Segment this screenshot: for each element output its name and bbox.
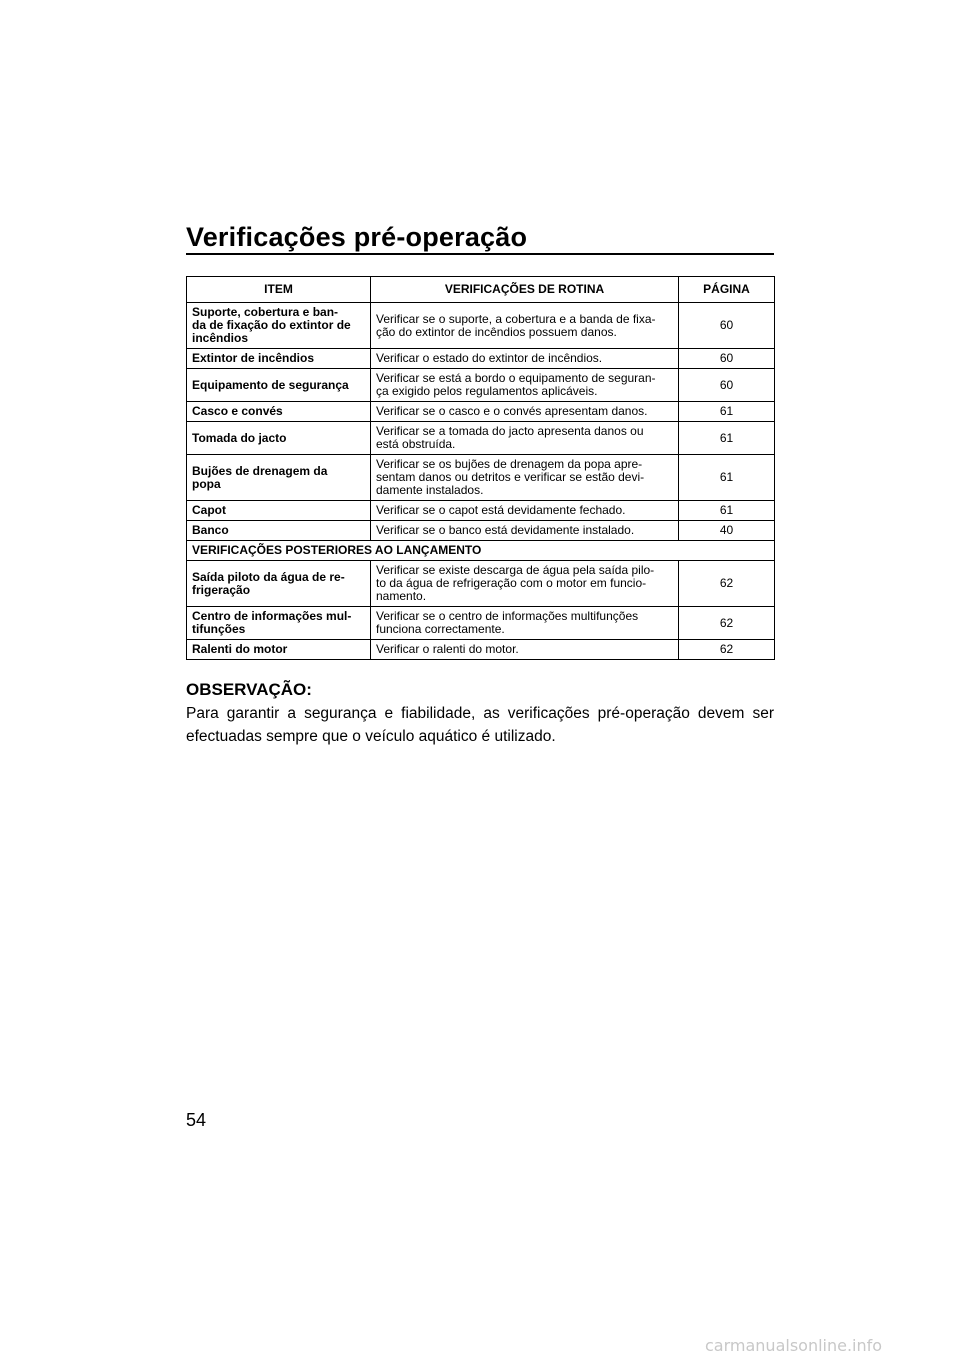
row-item: Suporte, cobertura e ban- da de fixação do extintor de incêndios [187,303,371,349]
row-item: Ralenti do motor [187,640,371,660]
row-page: 60 [679,349,775,369]
row-page: 62 [679,640,775,660]
note-title: OBSERVAÇÃO: [186,680,312,699]
row-page: 60 [679,303,775,349]
row-routine-check: Verificar se o centro de informações multifunções funciona correctamente. [371,607,679,640]
row-page: 60 [679,369,775,402]
table-row [187,422,775,455]
row-item: Bujões de drenagem da popa [187,455,371,501]
section-label: VERIFICAÇÕES POSTERIORES AO LANÇAMENTO [187,541,775,561]
header-routine-checks: VERIFICAÇÕES DE ROTINA [371,277,679,303]
row-page: 62 [679,561,775,607]
table-row [187,607,775,640]
row-page: 61 [679,422,775,455]
table-row [187,455,775,501]
row-page: 62 [679,607,775,640]
watermark: carmanualsonline.info [705,1336,883,1355]
header-page: PÁGINA [679,277,775,303]
row-routine-check: Verificar se o casco e o convés apresentam danos. [371,402,679,422]
table-row [187,501,775,521]
row-item: Centro de informações mul- tifunções [187,607,371,640]
table-row [187,369,775,402]
row-routine-check: Verificar se a tomada do jacto apresenta danos ou está obstruída. [371,422,679,455]
row-routine-check: Verificar se está a bordo o equipamento de seguran- ça exigido pelos regulamentos aplicáveis. [371,369,679,402]
table-row [187,561,775,607]
page-title: Verificações pré-operação [186,222,528,252]
row-routine-check: Verificar se existe descarga de água pela saída pilo- to da água de refrigeração com o motor em funcio- namento. [371,561,679,607]
row-routine-check: Verificar se o banco está devidamente instalado. [371,521,679,541]
table-row [187,402,775,422]
section-row [187,541,775,561]
header-item: ITEM [187,277,371,303]
row-item: Tomada do jacto [187,422,371,455]
page-number: 54 [186,1110,207,1130]
row-item: Saída piloto da água de re- frigeração [187,561,371,607]
row-page: 61 [679,501,775,521]
row-item: Casco e convés [187,402,371,422]
row-item: Capot [187,501,371,521]
row-routine-check: Verificar o ralenti do motor. [371,640,679,660]
row-page: 61 [679,402,775,422]
table-row [187,640,775,660]
row-routine-check: Verificar se o suporte, a cobertura e a banda de fixa- ção do extintor de incêndios possuem danos. [371,303,679,349]
row-routine-check: Verificar se o capot está devidamente fechado. [371,501,679,521]
row-page: 40 [679,521,775,541]
row-item: Banco [187,521,371,541]
table-row [187,349,775,369]
row-page: 61 [679,455,775,501]
table-row [187,303,775,349]
table-row [187,521,775,541]
note-text: Para garantir a segurança e fiabilidade, as verificações pré-operação devem ser efectuadas sempre que o veículo aquático é utilizado. [186,705,774,745]
title-divider [186,253,774,255]
pre-operation-checklist-table [186,276,775,660]
table-header-row [187,277,775,303]
row-routine-check: Verificar se os bujões de drenagem da popa apre- sentam danos ou detritos e verificar se estão devi- damente instalados. [371,455,679,501]
row-routine-check: Verificar o estado do extintor de incêndios. [371,349,679,369]
row-item: Equipamento de segurança [187,369,371,402]
row-item: Extintor de incêndios [187,349,371,369]
